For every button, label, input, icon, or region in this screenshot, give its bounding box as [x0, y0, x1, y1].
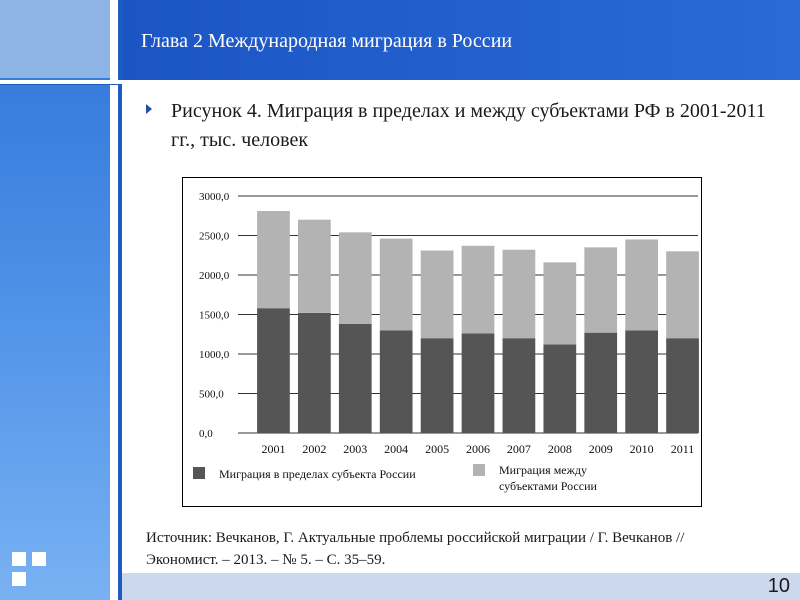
x-tick-label: 2006 — [466, 442, 490, 456]
bar-segment — [666, 338, 699, 433]
legend-swatch — [473, 464, 485, 476]
x-tick-label: 2010 — [629, 442, 654, 456]
x-tick-label: 2009 — [588, 442, 613, 456]
left-decor-tile — [0, 0, 110, 78]
bar-segment — [503, 250, 536, 338]
bar-segment — [543, 262, 576, 344]
y-tick-label: 500,0 — [199, 388, 224, 401]
stacked-bar-chart — [183, 178, 701, 506]
bar-segment — [339, 232, 372, 324]
x-tick-label: 2001 — [261, 442, 286, 456]
bar-segment — [257, 211, 290, 308]
bar-segment — [584, 333, 617, 433]
page-number: 10 — [767, 575, 790, 597]
bar-segment — [462, 333, 495, 433]
footer-bar — [122, 573, 800, 600]
x-tick-label: 2005 — [425, 442, 450, 456]
bar-segment — [380, 330, 413, 433]
bar-segment — [298, 220, 331, 313]
left-decor-band — [0, 0, 120, 600]
bar-segment — [625, 330, 658, 433]
bar-segment — [584, 247, 617, 332]
left-decor-strip — [110, 0, 118, 600]
bar-segment — [380, 239, 413, 331]
bar-segment — [543, 345, 576, 433]
y-tick-label: 1500,0 — [199, 309, 230, 322]
legend-label: Миграция в пределах субъекта России — [219, 467, 416, 481]
left-decor-strip-dark — [118, 0, 122, 600]
chart-frame — [182, 177, 702, 507]
decor-square — [32, 552, 46, 566]
x-tick-label: 2007 — [506, 442, 531, 456]
figure-caption: Рисунок 4. Миграция в пределах и между субъектами РФ в 2001-2011 гг., тыс. человек — [171, 100, 766, 151]
y-tick-label: 2500,0 — [199, 230, 230, 243]
bullet-arrow-icon — [146, 104, 152, 114]
legend-label: Миграция между субъектами России — [499, 463, 597, 493]
bar-segment — [666, 251, 699, 338]
bar-segment — [257, 308, 290, 433]
x-tick-label: 2004 — [384, 442, 409, 456]
bar-segment — [625, 239, 658, 330]
x-tick-label: 2011 — [670, 442, 695, 456]
header-divider-left — [0, 84, 122, 85]
x-tick-label: 2002 — [302, 442, 327, 456]
y-tick-label: 3000,0 — [199, 191, 230, 203]
bar-segment — [339, 324, 372, 433]
bar-segment — [421, 251, 454, 339]
bar-segment — [421, 338, 454, 433]
legend-swatch — [193, 467, 205, 479]
y-tick-label: 0,0 — [199, 428, 213, 440]
y-tick-label: 1000,0 — [199, 349, 230, 361]
slide-title: Глава 2 Международная миграция в России — [141, 30, 513, 52]
y-tick-label: 2000,0 — [199, 270, 230, 282]
x-tick-label: 2003 — [343, 442, 368, 456]
x-tick-label: 2008 — [547, 442, 572, 456]
source-citation: Источник: Вечканов, Г. Актуальные проблемы российской миграции / Г. Вечканов // Экономист. – 2013. – № 5. – С. 35–59. — [146, 530, 685, 568]
bar-segment — [462, 246, 495, 334]
decor-square — [12, 572, 26, 586]
bar-segment — [298, 313, 331, 433]
bar-segment — [503, 338, 536, 433]
decor-square — [12, 552, 26, 566]
